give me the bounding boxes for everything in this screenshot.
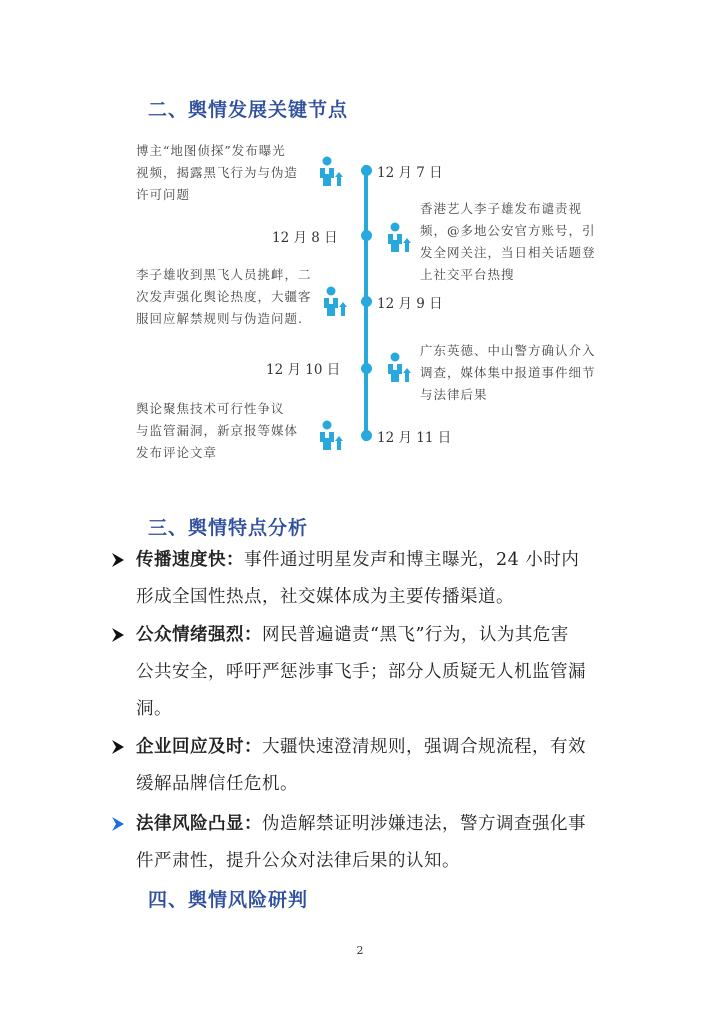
arrow-bullet-icon (110, 627, 126, 643)
desc-line: 广东英德、中山警方确认介入 (420, 343, 596, 358)
timeline-desc-3 (136, 264, 336, 330)
timeline-date-5: 12 月 11 日 (377, 430, 452, 446)
arrow-bullet-icon (110, 816, 126, 832)
timeline-desc-2 (420, 198, 620, 286)
analysis-line: 件严肃性，提升公众对法律后果的认知。 (136, 851, 460, 871)
analysis-text-4 (136, 806, 640, 880)
person-icon (386, 222, 412, 252)
analysis-label: 法律风险凸显： (136, 814, 262, 834)
arrow-bullet-icon (110, 552, 126, 568)
desc-line: 舆论聚焦技术可行性争议 (136, 401, 285, 416)
desc-line: 次发声强化舆论热度，大疆客 (136, 289, 312, 304)
desc-line: 许可问题 (136, 187, 191, 202)
arrow-bullet-icon (110, 739, 126, 755)
timeline-desc-4 (420, 340, 620, 406)
timeline-date-2: 12 月 8 日 (272, 230, 338, 246)
desc-line: 频，@多地公安官方账号，引 (420, 223, 596, 238)
page-number: 2 (356, 944, 364, 957)
analysis-line: 事件通过明星发声和博主曝光，24 小时内 (244, 550, 580, 570)
person-icon (318, 420, 344, 450)
timeline-dot-4 (361, 363, 372, 374)
analysis-label: 传播速度快： (136, 550, 244, 570)
analysis-item-3 (110, 729, 640, 803)
analysis-line: 公共安全，呼吁严惩涉事飞手；部分人质疑无人机监管漏 (136, 662, 586, 682)
person-icon (322, 286, 348, 316)
analysis-item-4 (110, 806, 640, 880)
analysis-line: 形成全国性热点，社交媒体成为主要传播渠道。 (136, 587, 514, 607)
timeline-date-4: 12 月 10 日 (266, 362, 341, 378)
desc-line: 调查，媒体集中报道事件细节 (420, 365, 596, 380)
timeline-dot-3 (361, 296, 372, 307)
person-icon (386, 352, 412, 382)
timeline-dot-2 (361, 230, 372, 241)
timeline-date-3: 12 月 9 日 (377, 296, 443, 312)
section-heading-4: 四、舆情风险研判 (148, 889, 309, 911)
desc-line: 博主“地图侦探”发布曝光 (136, 143, 286, 158)
analysis-text-1 (136, 542, 640, 616)
analysis-label: 公众情绪强烈： (136, 625, 262, 645)
analysis-line: 缓解品牌信任危机。 (136, 774, 298, 794)
analysis-line: 洞。 (136, 699, 172, 719)
analysis-item-2 (110, 617, 640, 728)
analysis-line: 大疆快速澄清规则，强调合规流程，有效 (262, 737, 586, 757)
analysis-line: 伪造解禁证明涉嫌违法，警方调查强化事 (262, 814, 586, 834)
timeline-date-1: 12 月 7 日 (377, 165, 443, 181)
section-heading-3: 三、舆情特点分析 (148, 517, 309, 539)
desc-line: 服回应解禁规则与伪造问题. (136, 311, 303, 326)
desc-line: 与法律后果 (420, 387, 488, 402)
desc-line: 李子雄收到黑飞人员挑衅，二 (136, 267, 312, 282)
analysis-item-1 (110, 542, 640, 616)
analysis-label: 企业回应及时： (136, 737, 262, 757)
desc-line: 与监管漏洞，新京报等媒体 (136, 423, 299, 438)
desc-line: 视频，揭露黑飞行为与伪造 (136, 165, 299, 180)
desc-line: 发布评论文章 (136, 445, 218, 460)
desc-line: 上社交平台热搜 (420, 267, 515, 282)
timeline-desc-1 (136, 140, 316, 206)
section-heading-2: 二、舆情发展关键节点 (148, 99, 349, 121)
desc-line: 发全网关注，当日相关话题登 (420, 245, 596, 260)
analysis-text-2 (136, 617, 640, 728)
timeline-dot-5 (361, 430, 372, 441)
analysis-line: 网民普遍谴责“黑飞”行为，认为其危害 (262, 625, 569, 645)
timeline-dot-1 (361, 165, 372, 176)
timeline-desc-5 (136, 398, 316, 464)
desc-line: 香港艺人李子雄发布谴责视 (420, 201, 583, 216)
person-icon (318, 156, 344, 186)
analysis-text-3 (136, 729, 640, 803)
